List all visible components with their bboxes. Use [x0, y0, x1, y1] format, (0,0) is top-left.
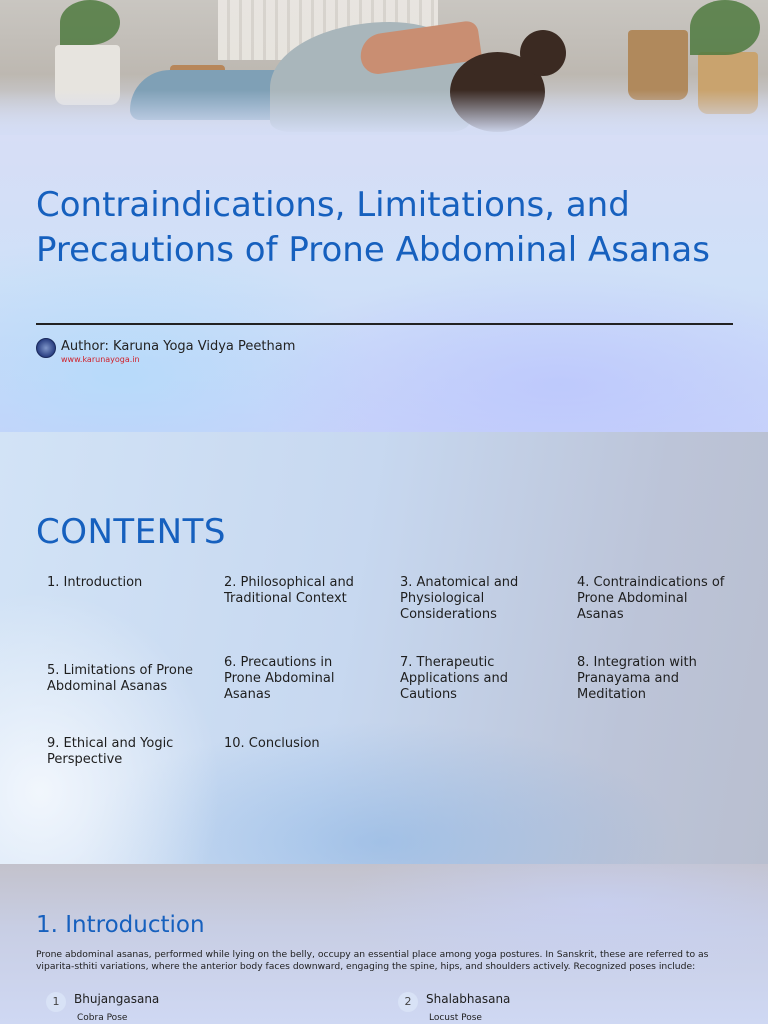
plant-leaves-left [60, 0, 120, 45]
introduction-paragraph: Prone abdominal asanas, performed while lying on the belly, occupy an essential place among yoga postures. In Sanskrit, these are referred to as viparita-sthiti variations, where the anterior body faces downward, engaging the spine, hips, and shoulders actively. Recognized poses include: [36, 949, 709, 972]
introduction-heading: 1. Introduction [36, 912, 205, 938]
pose-number-badge: 2 [398, 992, 418, 1012]
hero-photo [0, 0, 768, 135]
toc-item-anatomical-considerations[interactable]: 3. Anatomical and Physiological Considerations [400, 575, 519, 622]
document-title: Contraindications, Limitations, and Precautions of Prone Abdominal Asanas [36, 185, 710, 270]
author-name: Author: Karuna Yoga Vidya Peetham [61, 339, 296, 354]
toc-item-introduction[interactable]: 1. Introduction [47, 575, 143, 590]
author-website-link[interactable]: www.karunayoga.in [61, 355, 140, 364]
toc-item-ethical-perspective[interactable]: 9. Ethical and Yogic Perspective [47, 736, 174, 767]
hero-fade [0, 90, 768, 135]
person-hair-bun [520, 30, 566, 76]
author-logo-icon [36, 338, 56, 358]
pose-english-name: Cobra Pose [77, 1013, 128, 1023]
pose-sanskrit-name: Shalabhasana [426, 992, 511, 1006]
toc-item-limitations[interactable]: 5. Limitations of Prone Abdominal Asanas [47, 663, 194, 694]
contents-slide [0, 432, 768, 864]
contents-heading: CONTENTS [36, 512, 226, 552]
title-divider [36, 323, 733, 325]
toc-item-conclusion[interactable]: 10. Conclusion [224, 736, 320, 751]
toc-item-philosophical-context[interactable]: 2. Philosophical and Traditional Context [224, 575, 354, 606]
title-slide [0, 135, 768, 432]
plant-leaves-right [690, 0, 760, 55]
introduction-slide [0, 864, 768, 1024]
toc-item-precautions[interactable]: 6. Precautions in Prone Abdominal Asanas [224, 655, 335, 702]
toc-item-therapeutic-applications[interactable]: 7. Therapeutic Applications and Cautions [400, 655, 508, 702]
pose-number-badge: 1 [46, 992, 66, 1012]
toc-item-pranayama-meditation[interactable]: 8. Integration with Pranayama and Meditation [577, 655, 697, 702]
toc-item-contraindications[interactable]: 4. Contraindications of Prone Abdominal Asanas [577, 575, 725, 622]
pose-sanskrit-name: Bhujangasana [74, 992, 160, 1006]
pose-english-name: Locust Pose [429, 1013, 482, 1023]
